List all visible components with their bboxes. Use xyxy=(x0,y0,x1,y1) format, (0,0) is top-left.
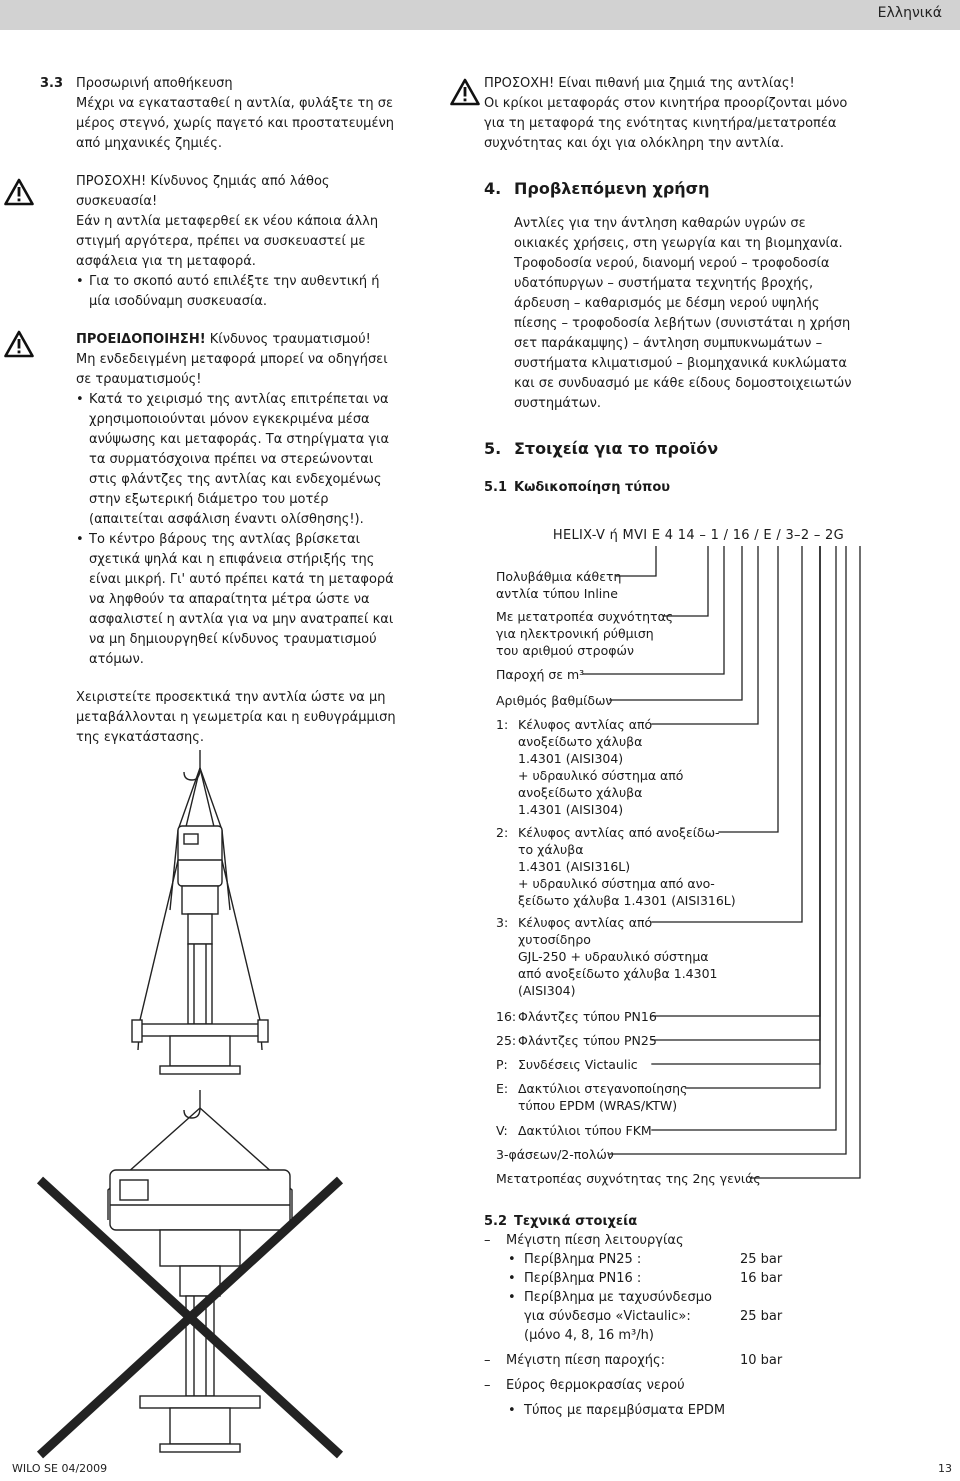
bullet-list xyxy=(76,390,402,670)
type-code-item xyxy=(496,914,718,999)
section-5-2-heading xyxy=(484,1212,884,1231)
type-code-line: E: Δακτύλιοι στεγανοποίησης xyxy=(496,1081,688,1096)
warning-icon xyxy=(4,330,34,358)
type-code-item xyxy=(496,1146,614,1163)
section-3-3 xyxy=(40,74,402,748)
list-item: • Τύπος με παρεμβύσματα EPDM xyxy=(484,1401,884,1420)
type-code-item xyxy=(496,666,584,683)
paragraph: Οι κρίκοι μεταφοράς στον κινητήρα προορίζονται μόνο για τη μεταφορά της ενότητας κινητήρα/μετατροπέα συχνότητας και όχι για ολόκληρη την αντλία. xyxy=(484,96,848,151)
type-code-line: ανοξείδωτο χάλυβα xyxy=(518,734,643,749)
warning-3-heading: ΠΡΟΣΟΧΗ! Είναι πιθανή μια ζημιά της αντλίας! xyxy=(484,76,795,91)
type-code-line: ξείδωτο χάλυβα 1.4301 (AISI316L) xyxy=(518,893,736,908)
list-item: – Εύρος θερμοκρασίας νερού xyxy=(484,1376,884,1395)
type-code-line: + υδραυλικό σύστημα από xyxy=(518,768,684,783)
type-code-line: 25: Φλάντζες τύπου PN25 xyxy=(496,1033,657,1048)
list-item: • Περίβλημα PN16 : 16 bar xyxy=(484,1269,884,1288)
leader-line xyxy=(685,546,820,1088)
type-code-line: Πολυβάθμια κάθετη xyxy=(496,569,622,584)
list-item-cont: (μόνο 4, 8, 16 m³/h) xyxy=(524,1328,654,1343)
leader-line xyxy=(750,546,860,1178)
bullet-list xyxy=(76,272,402,312)
section-number: 5.1 xyxy=(484,480,508,495)
type-code-line: 3: Κέλυφος αντλίας από xyxy=(496,915,653,930)
language-label: Ελληνικά xyxy=(877,5,942,21)
type-code-line: 1: Κέλυφος αντλίας από xyxy=(496,717,653,732)
type-code-diagram xyxy=(484,528,884,1188)
type-code-line: 1.4301 (AISI316L) xyxy=(518,859,631,874)
leader-line xyxy=(718,546,778,832)
pump-lifting-illustration xyxy=(20,750,380,1470)
left-column xyxy=(40,74,402,748)
type-code-item xyxy=(496,1032,657,1049)
section-title: Προβλεπόμενη χρήση xyxy=(514,179,710,198)
section-5-1 xyxy=(484,478,864,498)
type-code-line: από ανοξείδωτο χάλυβα 1.4301 xyxy=(518,966,718,981)
section-number: 5.2 xyxy=(484,1214,508,1229)
type-code-item xyxy=(496,824,736,909)
type-code-item xyxy=(496,1056,638,1073)
paragraph: Εάν η αντλία μεταφερθεί εκ νέου κάποια άλλη στιγμή αργότερα, πρέπει να συσκευαστεί με ασφάλεια για τη μεταφορά. xyxy=(76,214,379,269)
warning-2-heading: ΠΡΟΕΙΔΟΠΟΙΗΣΗ! Κίνδυνος τραυματισμού! xyxy=(76,332,371,347)
pump-correct-lifting xyxy=(132,750,268,1074)
type-code-string: HELIX-V ή MVI E 4 14 – 1 / 16 / E / 3–2 – 2G xyxy=(552,528,844,543)
section-title: Τεχνικά στοιχεία xyxy=(514,1214,638,1229)
list-item: • Το κέντρο βάρους της αντλίας βρίσκεται σχετικά ψηλά και η επιφάνεια στήριξής της είναι μικρή. Γι' αυτό πρέπει κατά τη μεταφορά να ληφθούν τα απαραίτητα μέτρα ώστε να ασφαλιστεί η αντλία για να μην ανατραπεί και να μη δημιουργηθεί κίνδυνος τραυματισμού ατόμων. xyxy=(76,530,402,670)
type-code-line: αντλία τύπου Inline xyxy=(496,586,618,601)
paragraph: Αντλίες για την άντληση καθαρών υγρών σε οικιακές χρήσεις, στη γεωργία και τη βιομηχανία. xyxy=(514,216,843,251)
type-code-line: Με μετατροπέα συχνότητας xyxy=(496,609,674,624)
type-code-line: V: Δακτύλιοι τύπου FKM xyxy=(496,1123,652,1138)
paragraph: Μη ενδεδειγμένη μεταφορά μπορεί να οδηγήσει σε τραυματισμούς! xyxy=(76,352,388,387)
warning-3 xyxy=(484,74,864,154)
type-code-line: το χάλυβα xyxy=(518,842,584,857)
section-number: 5. xyxy=(484,439,502,458)
paragraph: Χειριστείτε προσεκτικά την αντλία ώστε να μη μεταβάλλονται η γεωμετρία και η ευθυγράμμιση της εγκατάστασης. xyxy=(76,690,396,745)
type-code-item xyxy=(496,716,683,818)
type-code-line: GJL-250 + υδραυλικό σύστημα xyxy=(518,949,709,964)
section-title: Προσωρινή αποθήκευση xyxy=(76,76,233,91)
right-column xyxy=(484,74,864,498)
type-code-line: Παροχή σε m³ xyxy=(496,667,585,682)
footer-brand: WILO SE 04/2009 xyxy=(12,1462,108,1475)
list-item: – Μέγιστη πίεση λειτουργίας xyxy=(484,1231,884,1250)
type-code-line: τύπου EPDM (WRAS/KTW) xyxy=(518,1098,678,1113)
type-code-item xyxy=(496,1080,687,1114)
type-code-line: + υδραυλικό σύστημα από ανο- xyxy=(518,876,715,891)
section-title: Στοιχεία για το προϊόν xyxy=(514,439,719,458)
type-code-line: Αριθμός βαθμίδων xyxy=(496,693,613,708)
list-item: • Για το σκοπό αυτό επιλέξτε την αυθεντική ή μία ισοδύναμη συσκευασία. xyxy=(76,272,402,312)
warning-1-heading: ΠΡΟΣΟΧΗ! Κίνδυνος ζημιάς από λάθος συσκευασία! xyxy=(76,174,330,209)
type-code-line: 3-φάσεων/2-πολών xyxy=(496,1147,614,1162)
section-4 xyxy=(484,178,864,200)
type-code-line: (AISI304) xyxy=(518,983,576,998)
list-item: • Κατά το χειρισμό της αντλίας επιτρέπεται να χρησιμοποιούνται μόνον εγκεκριμένα μέσα ανύψωσης και μεταφοράς. Τα στηρίγματα για τα συρματόσχοινα πρέπει να στερεώνονται στις φλάντζες της αντλίας και ενδεχομένως στην εξωτερική διάμετρο του μοτέρ (απαιτείται ασφάλιση έναντι ολίσθησης!). xyxy=(76,390,402,530)
type-code-line: 2: Κέλυφος αντλίας από ανοξείδω- xyxy=(496,825,720,840)
type-code-line: του αριθμού στροφών xyxy=(496,643,634,658)
type-code-line: 1.4301 (AISI304) xyxy=(518,802,624,817)
paragraph: Τροφοδοσία νερού, διανομή νερού – τροφοδοσία υδατόπυργων – συστήματα τεχνητής βροχής, άρδευση – καθαρισμός με δέσμη νερού υψηλής πίεσης – τροφοδοσία λεβήτων (συνιστάται η χρήση σετ παράκαμψης) – άντληση συμπυκνωμάτων – συστήματα κλιματισμού – βιομηχανικά κυκλώματα και σε συνδυασμό με κάθε είδους δομοστοιχειωτών συστημάτων. xyxy=(514,256,852,411)
page-number: 13 xyxy=(938,1462,952,1475)
type-code-item xyxy=(496,1122,652,1139)
leader-line xyxy=(663,546,708,616)
section-5 xyxy=(484,438,864,460)
header-bar xyxy=(0,0,960,30)
type-code-item xyxy=(496,568,621,602)
list-item: – Μέγιστη πίεση παροχής: 10 bar xyxy=(484,1351,884,1370)
section-title: Κωδικοποίηση τύπου xyxy=(514,480,671,495)
type-code-item xyxy=(496,692,612,709)
list-item-cont: για σύνδεσμο «Victaulic»: 25 bar xyxy=(524,1309,783,1324)
type-code-item xyxy=(496,1170,761,1187)
type-code-line: χυτοσίδηρο xyxy=(518,932,591,947)
section-number: 3.3 xyxy=(40,76,64,91)
type-code-line: για ηλεκτρονική ρύθμιση xyxy=(496,626,654,641)
type-code-line: P: Συνδέσεις Victaulic xyxy=(496,1057,638,1072)
paragraph: Μέχρι να εγκατασταθεί η αντλία, φυλάξτε τη σε μέρος στεγνό, χωρίς παγετό και προστατευμένη από μηχανικές ζημιές. xyxy=(76,96,394,151)
type-code-item xyxy=(496,1008,657,1025)
type-code-line: 16: Φλάντζες τύπου PN16 xyxy=(496,1009,657,1024)
section-number: 4. xyxy=(484,179,502,198)
list-item: • Περίβλημα PN25 : 25 bar xyxy=(484,1250,884,1269)
type-code-line: Μετατροπέας συχνότητας της 2ης γενιάς xyxy=(496,1171,761,1186)
type-code-item xyxy=(496,608,673,659)
list-item: • Περίβλημα με ταχυσύνδεσμο xyxy=(484,1288,884,1307)
warning-icon xyxy=(450,78,480,106)
type-code-line: 1.4301 (AISI304) xyxy=(518,751,624,766)
type-code-line: ανοξείδωτο χάλυβα xyxy=(518,785,643,800)
warning-icon xyxy=(4,178,34,206)
leader-line xyxy=(616,546,656,576)
section-5-2 xyxy=(484,1212,884,1420)
